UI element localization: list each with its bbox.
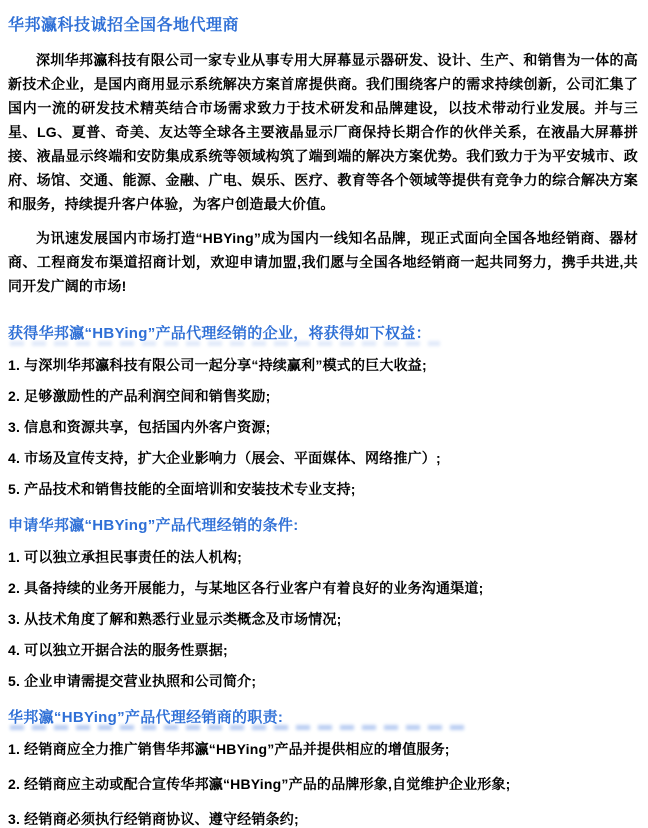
duties-list (8, 741, 638, 828)
list-item: 4. 市场及宣传支持，扩大企业影响力（展会、平面媒体、网络推广）; (8, 450, 441, 466)
list-item: 1. 可以独立承担民事责任的法人机构; (8, 549, 243, 565)
list-item: 4. 可以独立开据合法的服务性票据; (8, 642, 228, 658)
list-item: 3. 从技术角度了解和熟悉行业显示类概念及市场情况; (8, 611, 342, 627)
list-item: 5. 产品技术和销售技能的全面培训和安装技术专业支持; (8, 481, 356, 497)
section-heading-duties-text: 华邦瀛“HBYing”产品代理经销商的职责: (8, 709, 284, 726)
conditions-list (8, 549, 638, 690)
list-item: 2. 具备持续的业务开展能力，与某地区各行业客户有着良好的业务沟通渠道; (8, 580, 484, 596)
section-heading-benefits (8, 324, 638, 343)
list-item: 5. 企业申请需提交营业执照和公司简介; (8, 673, 257, 689)
list-item: 3. 信息和资源共享，包括国内外客户资源; (8, 419, 271, 435)
intro-paragraph-2: 为讯速发展国内市场打造“HBYing”成为国内一线知名品牌，现正式面向全国各地经销商、器材商、工程商发布渠道招商计划，欢迎申请加盟,我们愿与全国各地经销商一起共同努力，携手共进,共同开发广阔的市场! (8, 230, 638, 294)
intro-paragraph-1: 深圳华邦瀛科技有限公司一家专业从事专用大屏幕显示器研发、设计、生产、和销售为一体的高新技术企业，是国内商用显示系统解决方案首席提供商。我们围绕客户的需求持续创新，公司汇集了国内一流的研发技术精英结合市场需求致力于技术研发和品牌建设，以技术带动行业发展。并与三星、LG、夏普、奇美、友达等全球各主要液晶显示厂商保持长期合作的伙伴关系，在液晶大屏幕拼接、液晶显示终端和安防集成系统等领域构筑了端到端的解决方案优势。我们致力于为平安城市、政府、场馆、交通、能源、金融、广电、娱乐、医疗、教育等各个领域等提供有竞争力的综合解决方案和服务，持续提升客户体验，为客户创造最大价值。 (8, 52, 638, 212)
list-item: 1. 与深圳华邦瀛科技有限公司一起分享“持续赢利”模式的巨大收益; (8, 357, 427, 373)
list-item: 2. 足够激励性的产品利润空间和销售奖励; (8, 388, 271, 404)
section-heading-benefits-text: 获得华邦瀛“HBYing”产品代理经销的企业，将获得如下权益： (8, 325, 431, 342)
section-heading-conditions-text: 申请华邦瀛“HBYing”产品代理经销的条件: (8, 517, 299, 534)
section-heading-duties (8, 708, 638, 727)
page-title: 华邦瀛科技诚招全国各地代理商 (8, 17, 240, 34)
section-heading-conditions (8, 516, 638, 535)
list-item: 3. 经销商必须执行经销商协议、遵守经销条约; (8, 811, 299, 827)
benefits-list (8, 357, 638, 498)
list-item: 2. 经销商应主动或配合宣传华邦瀛“HBYing”产品的品牌形象,自觉维护企业形象; (8, 776, 511, 792)
list-item: 1. 经销商应全力推广销售华邦瀛“HBYing”产品并提供相应的增值服务; (8, 741, 450, 757)
